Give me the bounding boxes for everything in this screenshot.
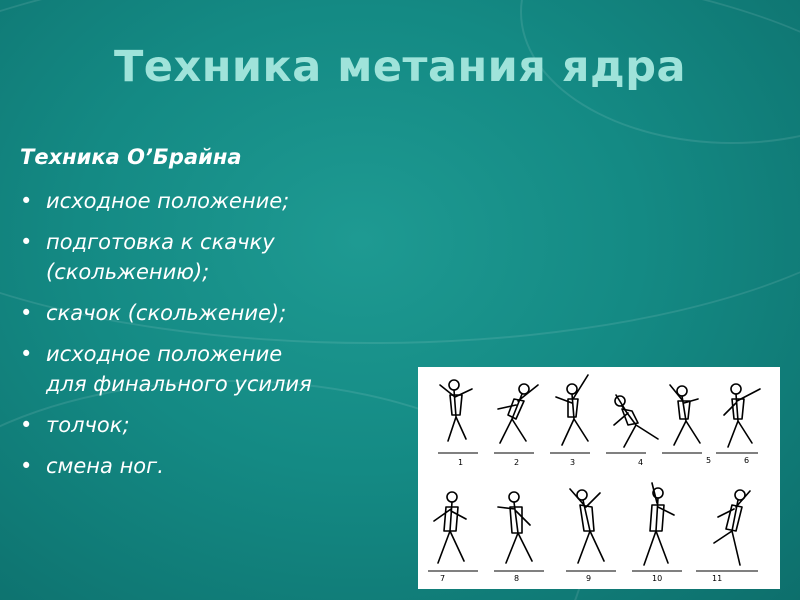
figure-number: 4	[638, 458, 644, 467]
athlete-figure-5	[670, 385, 700, 445]
bullet-item	[20, 339, 312, 399]
figure-number: 5	[706, 456, 712, 465]
figure-number: 3	[570, 458, 576, 467]
athlete-figure-1	[440, 380, 472, 441]
bullet-text: смена ног.	[46, 454, 164, 478]
bullet-dot: •	[20, 342, 33, 366]
slide-title: Техника метания ядра	[113, 42, 687, 92]
figure-number: 2	[514, 458, 520, 467]
athlete-figure-9	[570, 489, 604, 563]
athlete-figure-10	[644, 483, 674, 565]
athlete-figure-7	[434, 492, 466, 563]
figure-number: 1	[458, 458, 464, 467]
bullet-item	[20, 186, 312, 216]
bullet-text: исходное положение для финального усилия	[46, 342, 312, 396]
athlete-figure-4	[614, 395, 658, 447]
athlete-figure-3	[556, 375, 588, 445]
bullet-text: подготовка к скачку (скольжению);	[46, 230, 275, 284]
bullet-list	[20, 186, 312, 492]
figure-number: 10	[652, 574, 663, 583]
shot-put-technique-illustration	[418, 367, 780, 589]
bullet-dot: •	[20, 189, 33, 213]
athlete-figure-6	[724, 384, 760, 447]
figure-number: 8	[514, 574, 520, 583]
figure-number: 6	[744, 456, 750, 465]
bullet-text: толчок;	[46, 413, 130, 437]
figure-number: 7	[440, 574, 446, 583]
athlete-figure-8	[498, 492, 532, 563]
bullet-dot: •	[20, 413, 33, 437]
slide-subtitle: Техника О’Брайна	[20, 145, 242, 169]
bullet-dot: •	[20, 454, 33, 478]
bullet-item	[20, 410, 312, 440]
bullet-dot: •	[20, 301, 33, 325]
bullet-text: скачок (скольжение);	[46, 301, 287, 325]
figure-number: 9	[586, 574, 592, 583]
athlete-figure-11	[714, 490, 750, 565]
bullet-text: исходное положение;	[46, 189, 290, 213]
bullet-dot: •	[20, 230, 33, 254]
bullet-item	[20, 451, 312, 481]
athlete-figure-2	[498, 384, 538, 443]
figure-number: 11	[712, 574, 723, 583]
bullet-item	[20, 227, 312, 287]
bullet-item	[20, 298, 312, 328]
athlete-sequence-drawing	[418, 367, 780, 589]
